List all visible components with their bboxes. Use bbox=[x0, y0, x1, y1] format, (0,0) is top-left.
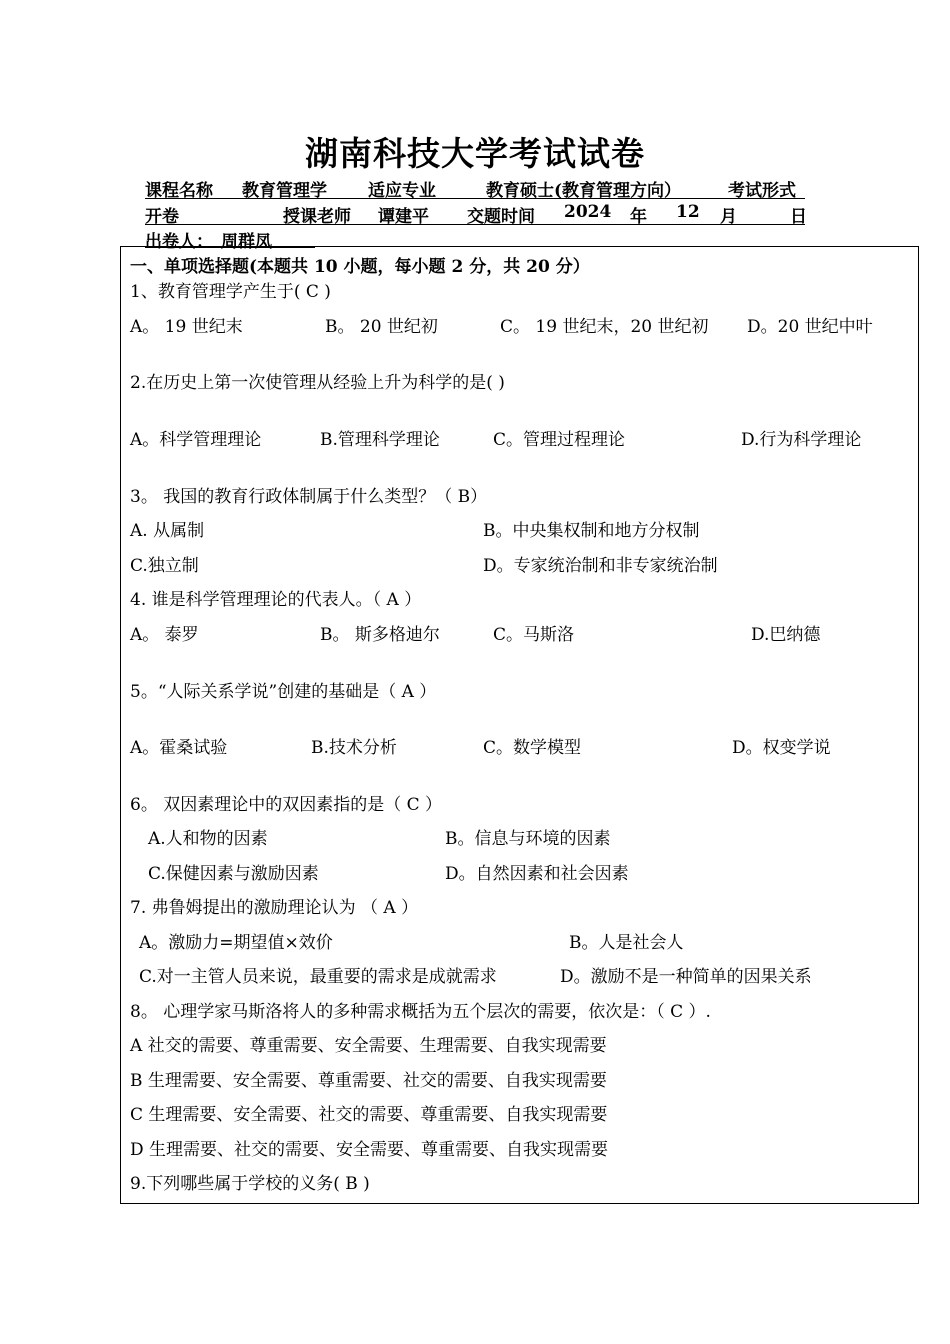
author-value: 周群凤 bbox=[221, 232, 272, 252]
teacher-label: 授课老师 bbox=[283, 207, 351, 227]
question-2-option-c: C。管理过程理论 bbox=[493, 430, 626, 450]
question-3-option-c: C.独立制 bbox=[130, 556, 199, 576]
question-5-option-c: C。数学模型 bbox=[483, 738, 582, 758]
question-7-stem: 7. 弗鲁姆提出的激励理论认为 （ A ） bbox=[130, 898, 419, 918]
question-7-option-d: D。激励不是一种简单的因果关系 bbox=[560, 967, 812, 987]
question-6-option-b: B。信息与环境的因素 bbox=[445, 829, 611, 849]
major-label: 适应专业 bbox=[368, 181, 436, 201]
teacher-value: 谭建平 bbox=[378, 207, 429, 227]
author-label: 出卷人： bbox=[145, 232, 213, 252]
question-8-option-c: C 生理需要、安全需要、社交的需要、尊重需要、自我实现需要 bbox=[130, 1105, 608, 1125]
question-8-stem: 8。 心理学家马斯洛将人的多种需求概括为五个层次的需要，依次是：（ C ）. bbox=[130, 1002, 711, 1022]
due-year: 2024 bbox=[564, 202, 612, 222]
major-value: 教育硕士(教育管理方向） bbox=[486, 181, 682, 201]
question-7-option-a: A。激励力=期望值×效价 bbox=[139, 933, 333, 953]
question-5-option-d: D。权变学说 bbox=[732, 738, 831, 758]
question-1-option-b: B。 20 世纪初 bbox=[325, 317, 438, 337]
question-1-option-a: A。 19 世纪末 bbox=[130, 317, 243, 337]
question-2-option-a: A。科学管理理论 bbox=[130, 430, 262, 450]
year-char: 年 bbox=[630, 207, 647, 227]
section-heading: 一、单项选择题(本题共 10 小题，每小题 2 分，共 20 分） bbox=[130, 257, 590, 277]
question-4-option-b: B。 斯多格迪尔 bbox=[320, 625, 440, 645]
day-char: 日 bbox=[790, 207, 807, 227]
question-9-stem: 9.下列哪些属于学校的义务( B ) bbox=[130, 1174, 370, 1194]
question-3-option-b: B。中央集权制和地方分权制 bbox=[483, 521, 700, 541]
course-value: 教育管理学 bbox=[242, 181, 327, 201]
exam-title: 湖南科技大学考试试卷 bbox=[305, 134, 645, 173]
question-8-option-b: B 生理需要、安全需要、尊重需要、社交的需要、自我实现需要 bbox=[130, 1071, 607, 1091]
question-5-option-b: B.技术分析 bbox=[311, 738, 397, 758]
question-4-stem: 4. 谁是科学管理理论的代表人。（ A ） bbox=[130, 590, 422, 610]
question-7-option-b: B。人是社会人 bbox=[569, 933, 684, 953]
question-1-stem: 1、教育管理学产生于( C ) bbox=[130, 282, 331, 302]
month-char: 月 bbox=[720, 207, 737, 227]
course-label: 课程名称 bbox=[145, 181, 213, 201]
question-6-stem: 6。 双因素理论中的双因素指的是（ C ） bbox=[130, 795, 443, 815]
question-2-option-d: D.行为科学理论 bbox=[741, 430, 862, 450]
header-underline-1 bbox=[145, 198, 805, 199]
question-2-stem: 2.在历史上第一次使管理从经验上升为科学的是( ) bbox=[130, 373, 505, 393]
header-underline-2 bbox=[145, 224, 805, 225]
question-4-option-c: C。马斯洛 bbox=[493, 625, 575, 645]
exam-form-value: 开卷 bbox=[145, 207, 179, 227]
question-6-option-c: C.保健因素与激励因素 bbox=[148, 864, 319, 884]
question-6-option-a: A.人和物的因素 bbox=[148, 829, 268, 849]
question-3-stem: 3。 我国的教育行政体制属于什么类型？（ B） bbox=[130, 487, 488, 507]
question-4-option-d: D.巴纳德 bbox=[751, 625, 821, 645]
due-label: 交题时间 bbox=[467, 207, 535, 227]
question-1-option-c: C。 19 世纪末，20 世纪初 bbox=[500, 317, 709, 337]
due-month: 12 bbox=[676, 202, 700, 222]
exam-form-label: 考试形式 bbox=[728, 181, 796, 201]
question-8-option-d: D 生理需要、社交的需要、安全需要、尊重需要、自我实现需要 bbox=[130, 1140, 609, 1160]
question-3-option-a: A. 从属制 bbox=[130, 521, 205, 541]
question-3-option-d: D。专家统治制和非专家统治制 bbox=[483, 556, 718, 576]
question-4-option-a: A。 泰罗 bbox=[130, 625, 199, 645]
question-5-stem: 5。“人际关系学说”创建的基础是（ A ） bbox=[130, 682, 437, 702]
question-2-option-b: B.管理科学理论 bbox=[320, 430, 440, 450]
question-7-option-c: C.对一主管人员来说，最重要的需求是成就需求 bbox=[139, 967, 497, 987]
question-8-option-a: A 社交的需要、尊重需要、安全需要、生理需要、自我实现需要 bbox=[130, 1036, 607, 1056]
question-5-option-a: A。霍桑试验 bbox=[130, 738, 228, 758]
question-1-option-d: D。20 世纪中叶 bbox=[747, 317, 873, 337]
question-6-option-d: D。自然因素和社会因素 bbox=[445, 864, 629, 884]
